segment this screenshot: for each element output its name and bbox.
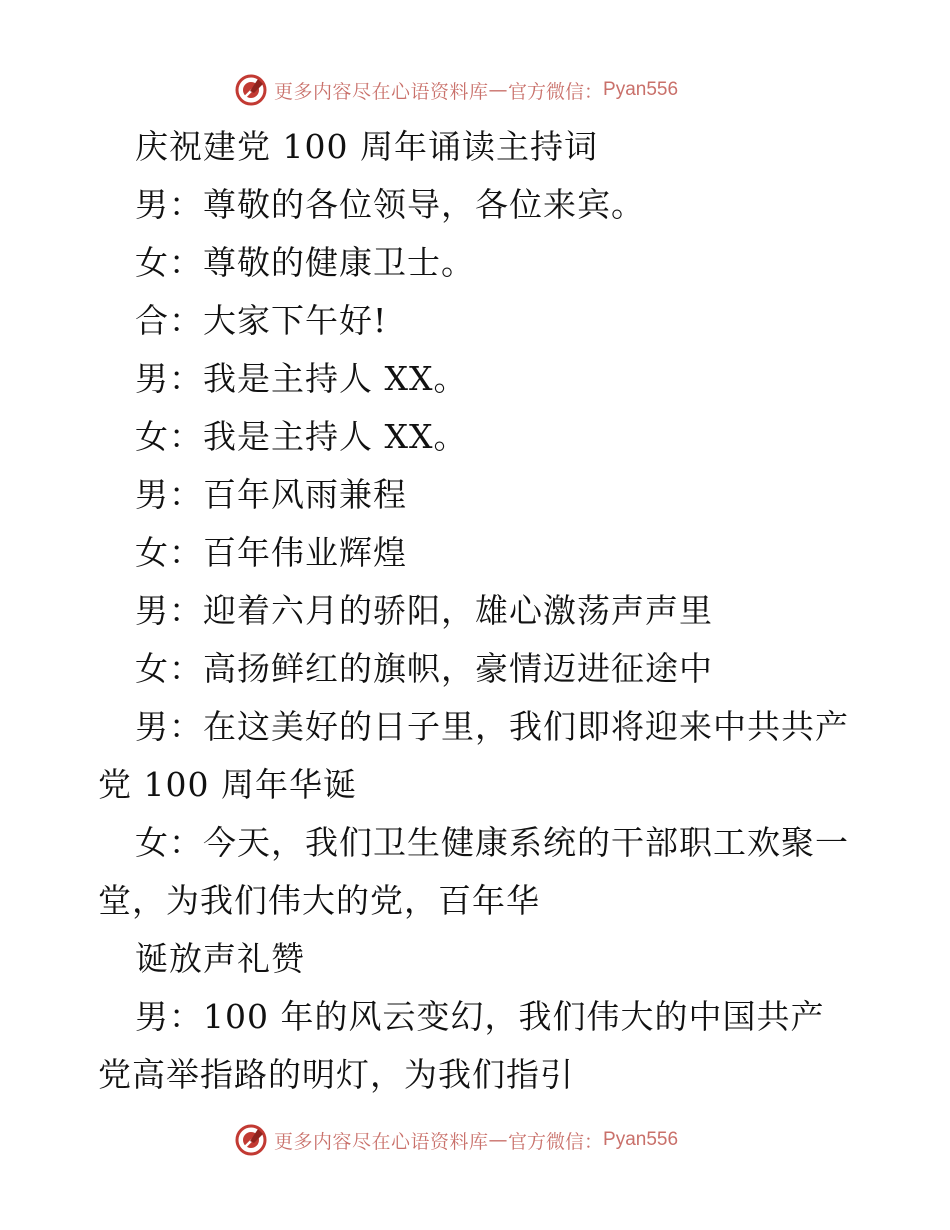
watermark-handle: Pyan556 [603, 1129, 679, 1150]
watermark-handle: Pyan556 [603, 79, 679, 100]
paragraph: 男：迎着六月的骄阳，雄心激荡声声里 [135, 591, 713, 630]
header-watermark [234, 72, 678, 108]
watermark-contact: 官方微信： [508, 1130, 604, 1153]
paragraph: 女：今天，我们卫生健康系统的干部职工欢聚一堂，为我们伟大的党，百年华 [98, 823, 849, 920]
paragraph: 男：100 年的风云变幻，我们伟大的中国共产党高举指路的明灯，为我们指引 [98, 997, 825, 1094]
watermark-dash: — [488, 79, 509, 101]
watermark-text: 更多内容尽在心语资料库 [274, 1130, 489, 1153]
watermark-contact: 官方微信： [508, 80, 604, 103]
watermark-dash: — [488, 1129, 509, 1151]
paragraph: 男：我是主持人 XX。 [135, 359, 468, 398]
paragraph: 女：我是主持人 XX。 [135, 417, 468, 456]
paragraph: 合：大家下午好! [135, 301, 388, 340]
paragraph: 女：高扬鲜红的旗帜，豪情迈进征途中 [135, 649, 713, 688]
footer-watermark [234, 1122, 678, 1158]
watermark-text: 更多内容尽在心语资料库 [274, 80, 489, 103]
paragraph: 女：百年伟业辉煌 [135, 533, 407, 572]
paragraph: 男：百年风雨兼程 [135, 475, 407, 514]
pen-logo-icon [234, 73, 268, 107]
paragraph: 男：尊敬的各位领导，各位来宾。 [135, 185, 645, 224]
paragraph: 女：尊敬的健康卫士。 [135, 243, 475, 282]
paragraph: 男：在这美好的日子里，我们即将迎来中共共产党 100 周年华诞 [98, 707, 849, 804]
document-title: 庆祝建党 100 周年诵读主持词 [135, 127, 598, 166]
paragraph: 诞放声礼赞 [135, 939, 305, 978]
document-body [98, 118, 858, 1104]
pen-logo-icon [234, 1123, 268, 1157]
